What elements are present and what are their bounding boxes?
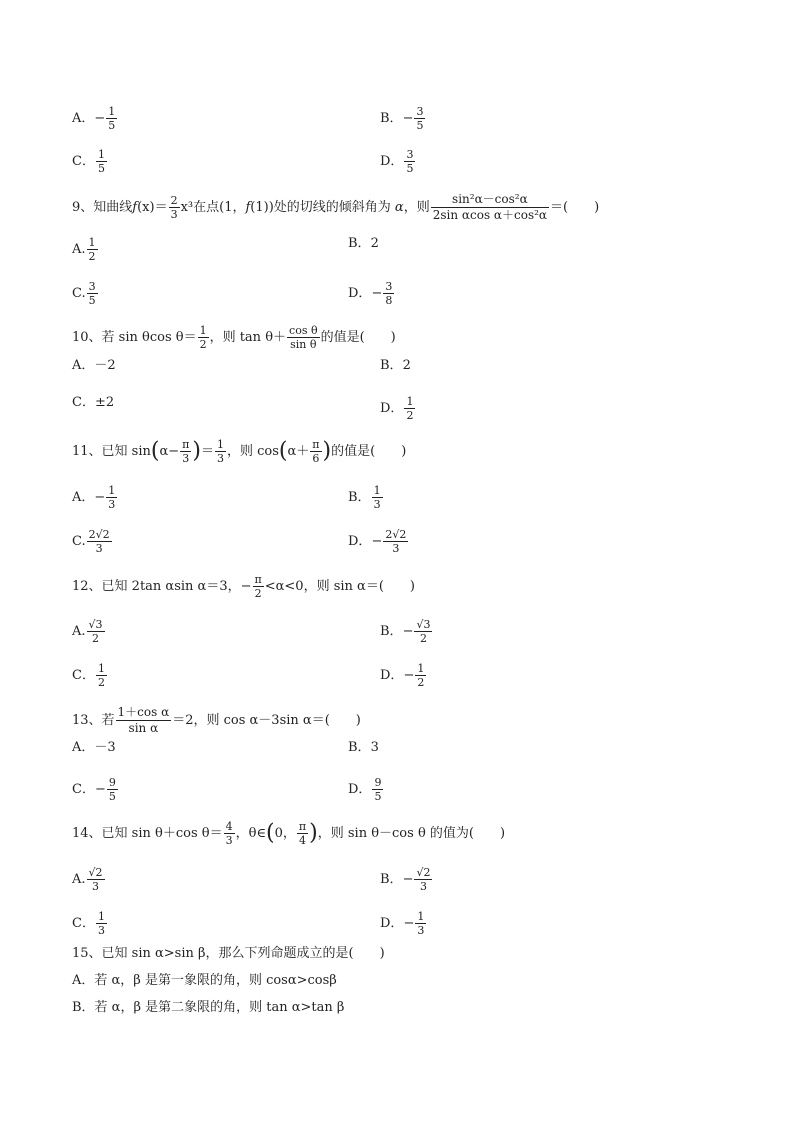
q13-option-b[interactable] <box>348 740 379 756</box>
denominator: 2 <box>254 587 262 600</box>
denominator: 3 <box>392 542 400 555</box>
option-label: C． <box>72 782 95 797</box>
left-paren: ( <box>266 820 275 846</box>
numerator: 9 <box>374 776 382 789</box>
q9-option-b[interactable] <box>348 236 379 252</box>
q14-option-b[interactable] <box>380 866 433 893</box>
q10-option-d[interactable] <box>380 395 416 422</box>
numerator: 1 <box>217 438 224 451</box>
option-label: C． <box>72 668 95 683</box>
fraction <box>415 662 426 689</box>
fraction <box>383 528 408 555</box>
option-text: 2 <box>402 358 411 373</box>
denominator: 8 <box>385 294 393 307</box>
q15-option-a[interactable]: A．若 α，β 是第一象限的角，则 cosα>cosβ <box>72 973 337 988</box>
stem-text: (1))处的切线的倾斜角为 <box>250 200 391 215</box>
q13-option-d[interactable] <box>348 776 384 803</box>
fraction <box>372 776 383 803</box>
q9-option-c[interactable] <box>72 280 99 307</box>
option-label: D． <box>380 916 404 931</box>
denominator: 6 <box>312 452 320 465</box>
option-label: A． <box>72 358 95 373</box>
numerator: π <box>182 438 190 451</box>
q12-stem <box>72 573 415 600</box>
denominator: sin θ <box>290 338 317 351</box>
stem-text: 11、已知 sin <box>72 444 151 459</box>
fraction <box>87 528 112 555</box>
option-label: D． <box>380 668 404 683</box>
numerator: 4 <box>225 820 233 833</box>
numerator: 1 <box>97 148 105 161</box>
denominator: 5 <box>108 790 116 803</box>
q8-option-d[interactable] <box>380 148 416 175</box>
numerator: 3 <box>406 148 414 161</box>
fraction <box>372 484 383 511</box>
denominator: 5 <box>97 162 105 175</box>
q15-stem: 15、已知 sin α>sin β，那么下列命题成立的是( ) <box>72 946 385 961</box>
minus-sign: − <box>371 534 383 549</box>
denominator: 3 <box>225 834 233 847</box>
option-label: B． <box>348 740 371 755</box>
denominator: 3 <box>419 880 427 893</box>
denominator: 3 <box>373 498 381 511</box>
option-label: A. <box>72 624 86 639</box>
numerator: √3 <box>88 618 103 631</box>
fraction <box>96 910 107 937</box>
denominator: 5 <box>374 790 382 803</box>
option-label: A. <box>72 242 86 257</box>
numerator: 1 <box>108 105 116 118</box>
q10-stem <box>72 324 396 351</box>
fraction <box>96 148 107 175</box>
stem-text: ，θ∈ <box>235 826 267 841</box>
q11-option-c[interactable] <box>72 528 113 555</box>
q13-option-c[interactable] <box>72 776 119 803</box>
argument: α− <box>159 444 180 459</box>
option-label: A． <box>72 490 95 505</box>
q8-option-b[interactable] <box>380 105 426 132</box>
option-label: B． <box>380 358 403 373</box>
numerator: cos θ <box>289 324 318 337</box>
numerator: 3 <box>385 280 393 293</box>
q14-stem <box>72 820 505 847</box>
fraction <box>414 866 432 893</box>
numerator: 1＋cos α <box>117 705 170 719</box>
option-label: C. <box>72 286 86 301</box>
stem-text: ＝2，则 cos α－3sin α＝( ) <box>172 713 361 728</box>
minus-sign: − <box>402 624 414 639</box>
option-label: B． <box>380 111 403 126</box>
left-paren: ( <box>278 438 288 464</box>
fraction <box>415 910 426 937</box>
numerator: 3 <box>88 280 96 293</box>
numerator: 2√2 <box>385 528 407 541</box>
fraction <box>287 324 320 351</box>
stem-text: 12、已知 2tan αsin α＝3， <box>72 579 241 594</box>
q14-option-a[interactable] <box>72 866 106 893</box>
fraction <box>107 776 118 803</box>
denominator: 2 <box>199 338 207 351</box>
numerator: 3 <box>416 105 424 118</box>
stem-text: ，则 cos <box>227 444 279 459</box>
numerator: sin²α－cos²α <box>431 192 549 208</box>
option-label: C． <box>72 916 95 931</box>
minus-sign: − <box>371 286 383 301</box>
function-f: f <box>132 200 138 215</box>
q10-option-b[interactable] <box>380 358 411 374</box>
alpha: α <box>394 200 404 215</box>
minus-sign: − <box>403 916 415 931</box>
denominator: 2 <box>419 632 427 645</box>
denominator: 5 <box>406 162 414 175</box>
fraction <box>215 438 226 465</box>
denominator: 5 <box>88 294 96 307</box>
fraction <box>224 820 235 847</box>
fraction <box>414 618 432 645</box>
denominator: 2 <box>88 250 96 263</box>
minus-sign: − <box>240 579 252 594</box>
option-label: B． <box>380 872 403 887</box>
numerator: 1 <box>97 910 105 923</box>
option-text: 2 <box>370 236 379 251</box>
q10-option-c[interactable] <box>72 395 114 411</box>
q14-option-d[interactable] <box>380 910 427 937</box>
numerator: π <box>298 820 307 833</box>
argument: α＋ <box>287 444 310 459</box>
denominator: sin α <box>128 721 159 735</box>
denominator: 3 <box>217 452 224 465</box>
option-label: B． <box>348 236 371 251</box>
denominator: 2sin αcos α＋cos²α <box>432 208 548 222</box>
option-label: D． <box>348 534 372 549</box>
q9-stem <box>72 192 599 223</box>
numerator: √3 <box>416 618 431 631</box>
denominator: 2 <box>92 632 100 645</box>
minus-sign: − <box>403 668 415 683</box>
q12-option-b[interactable] <box>380 618 433 645</box>
fraction <box>106 105 117 132</box>
stem-text: 14、已知 sin θ＋cos θ＝ <box>72 826 223 841</box>
fraction <box>297 820 308 847</box>
denominator: 3 <box>97 924 105 937</box>
right-paren: ) <box>322 438 332 464</box>
fraction <box>180 438 191 465</box>
stem-text: (x)＝ <box>137 200 168 215</box>
q9-option-d[interactable] <box>348 280 395 307</box>
option-label: D． <box>348 782 372 797</box>
numerator: 1 <box>373 484 381 497</box>
right-paren: ) <box>309 820 318 846</box>
q13-option-a[interactable] <box>72 740 116 756</box>
fraction <box>404 395 415 422</box>
stem-text: ，则 <box>403 200 430 215</box>
minus-sign: − <box>402 872 414 887</box>
numerator: 1 <box>88 236 96 249</box>
numerator: π <box>254 573 262 586</box>
q9-option-a[interactable] <box>72 236 99 263</box>
q11-option-b[interactable] <box>348 484 384 511</box>
fraction <box>198 324 209 351</box>
q11-stem <box>72 438 406 465</box>
left-paren: ( <box>150 438 160 464</box>
denominator: 5 <box>416 119 424 132</box>
minus-sign: − <box>94 111 106 126</box>
denominator: 3 <box>170 208 178 221</box>
numerator: 1 <box>199 324 207 337</box>
denominator: 3 <box>92 880 100 893</box>
minus-sign: − <box>94 782 106 797</box>
option-label: C． <box>72 154 95 169</box>
q15-option-b[interactable]: B．若 α，β 是第二象限的角，则 tan α>tan β <box>72 1000 345 1015</box>
stem-text: x³在点(1， <box>180 200 246 215</box>
denominator: 3 <box>417 924 425 937</box>
option-label: D． <box>380 154 404 169</box>
denominator: 2 <box>417 676 425 689</box>
stem-text: 的值是( ) <box>320 330 396 345</box>
q13-stem <box>72 705 361 736</box>
stem-text: 9、知曲线 <box>72 200 133 215</box>
fraction <box>404 148 415 175</box>
option-text: －3 <box>94 740 116 755</box>
fraction <box>431 192 549 223</box>
fraction <box>106 484 117 511</box>
fraction <box>414 105 425 132</box>
stem-text: 10、若 sin θcos θ＝ <box>72 330 197 345</box>
fraction <box>253 573 264 600</box>
minus-sign: − <box>94 490 106 505</box>
numerator: 2√2 <box>88 528 110 541</box>
option-label: B． <box>380 624 403 639</box>
denominator: 5 <box>108 119 116 132</box>
numerator: 1 <box>108 484 116 497</box>
fraction <box>87 866 105 893</box>
fraction <box>87 236 98 263</box>
fraction <box>96 662 107 689</box>
q12-option-d[interactable] <box>380 662 427 689</box>
denominator: 4 <box>299 834 307 847</box>
interval-start: 0， <box>274 826 296 841</box>
stem-text: 的值是( ) <box>331 444 407 459</box>
minus-sign: − <box>402 111 414 126</box>
numerator: √2 <box>416 866 431 879</box>
option-label: B． <box>348 490 371 505</box>
stem-text: ，则 tan θ＋ <box>209 330 287 345</box>
q11-option-a[interactable] <box>72 484 118 511</box>
option-label: C． <box>72 395 95 410</box>
q8-option-c[interactable] <box>72 148 108 175</box>
numerator: 1 <box>417 910 425 923</box>
option-label: D． <box>348 286 372 301</box>
fraction <box>383 280 394 307</box>
option-label: C. <box>72 534 86 549</box>
fraction <box>87 280 98 307</box>
denominator: 3 <box>95 542 103 555</box>
option-label: A． <box>72 111 95 126</box>
q10-option-a[interactable] <box>72 358 116 374</box>
numerator: 1 <box>406 395 414 408</box>
option-text: －2 <box>94 358 116 373</box>
q11-option-d[interactable] <box>348 528 409 555</box>
numerator: 2 <box>170 194 178 207</box>
numerator: 1 <box>97 662 105 675</box>
denominator: 3 <box>108 498 116 511</box>
option-text: ±2 <box>94 395 115 410</box>
stem-text: <α<0，则 sin α＝( ) <box>264 579 415 594</box>
denominator: 2 <box>406 409 414 422</box>
numerator: √2 <box>88 866 103 879</box>
option-text: 3 <box>370 740 379 755</box>
numerator: 1 <box>417 662 425 675</box>
numerator: π <box>312 438 320 451</box>
fraction <box>310 438 321 465</box>
q12-option-a[interactable] <box>72 618 106 645</box>
option-label: A． <box>72 740 95 755</box>
fraction <box>169 194 180 221</box>
stem-text: ，则 sin θ－cos θ 的值为( ) <box>317 826 506 841</box>
fraction <box>116 705 172 736</box>
q12-option-c[interactable] <box>72 662 108 689</box>
stem-text: ＝( ) <box>550 200 600 215</box>
right-paren: ) <box>192 438 201 464</box>
option-label: A. <box>72 872 86 887</box>
fraction <box>87 618 105 645</box>
option-label: D． <box>380 401 404 416</box>
numerator: 9 <box>108 776 116 789</box>
denominator: 3 <box>182 452 190 465</box>
stem-text: ＝ <box>200 444 214 459</box>
denominator: 2 <box>97 676 105 689</box>
function-f: f <box>245 200 251 215</box>
stem-text: 13、若 <box>72 713 115 728</box>
q8-option-a[interactable] <box>72 105 118 132</box>
q14-option-c[interactable] <box>72 910 108 937</box>
